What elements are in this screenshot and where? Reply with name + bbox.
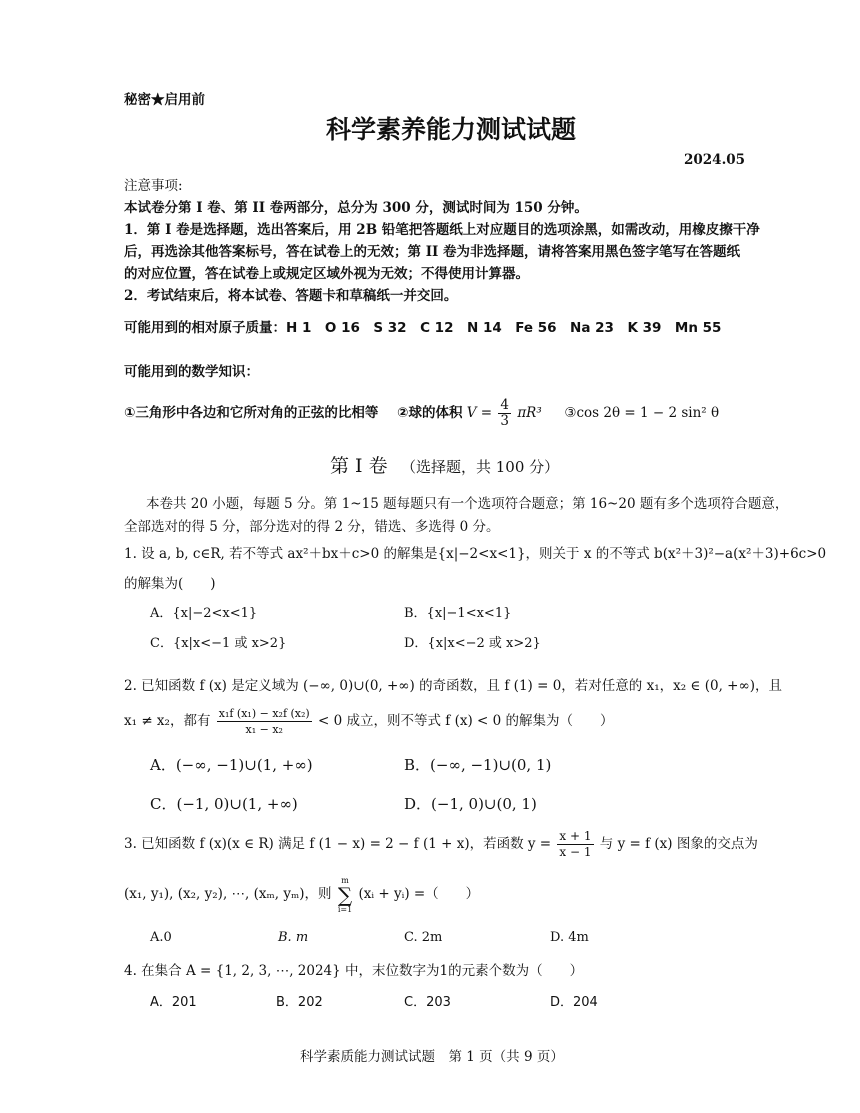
fraction-numerator: x + 1 — [559, 829, 592, 843]
question-3-stem-line-2 — [124, 874, 479, 914]
fraction-denominator: x₁ − x₂ — [245, 723, 283, 736]
question-1-option-d: D．{x|x<−2 或 x>2} — [404, 636, 541, 651]
sigma-sign: ∑ — [337, 882, 353, 907]
page-footer: 科学素质能力测试试题 第 1 页（共 9 页） — [300, 1049, 564, 1065]
question-3-fraction — [557, 829, 593, 860]
question-2-option-d: D．(−1, 0)∪(0, 1) — [404, 795, 537, 813]
exam-date: 2024.05 — [684, 152, 746, 168]
section-title-main: 第 I 卷 — [330, 455, 388, 477]
notice-line-1: 本试卷分第 I 卷、第 II 卷两部分，总分为 300 分，测试时间为 150 分钟。 — [124, 200, 588, 216]
question-4-option-c: C．203 — [404, 995, 451, 1010]
question-2-stem-prefix: x₁ ≠ x₂，都有 — [124, 713, 211, 729]
notice-line-5: 2．考试结束后，将本试卷、答题卡和草稿纸一并交回。 — [124, 288, 458, 304]
question-1-stem-line-2: 的解集为( ) — [124, 576, 216, 592]
math-item-2-rhs: πR³ — [517, 405, 542, 421]
math-knowledge-line — [124, 396, 719, 430]
math-item-3: ③cos 2θ = 1 − 2 sin² θ — [564, 405, 720, 421]
notice-line-4: 的对应位置，答在试卷上或规定区域外视为无效；不得使用计算器。 — [124, 266, 529, 282]
fraction-denominator: x − 1 — [559, 845, 592, 859]
math-knowledge-heading: 可能用到的数学知识： — [124, 364, 259, 380]
question-2-option-c: C．(−1, 0)∪(1, +∞) — [150, 795, 298, 813]
question-2-stem-line-2 — [124, 704, 614, 738]
question-3-option-c: C. 2m — [404, 930, 443, 945]
question-3-option-a: A.0 — [150, 930, 172, 945]
atomic-mass-line: 可能用到的相对原子质量：H 1 O 16 S 32 C 12 N 14 Fe 56 Na 23 K 39 Mn 55 — [124, 320, 722, 336]
question-3-stem-suffix-2: (xᵢ + yᵢ) =（ ） — [358, 886, 480, 902]
notice-line-3: 后，再选涂其他答案标号，答在试卷上的无效；第 II 卷为非选择题，请将答案用黑色签字笔写在答题纸 — [124, 244, 741, 260]
sigma-upper-limit: m — [341, 875, 349, 885]
section-title-sub: （选择题，共 100 分） — [401, 458, 560, 476]
fraction-denominator: 3 — [500, 413, 510, 429]
question-3-points: (x₁, y₁), (x₂, y₂), ⋯, (xₘ, yₘ)，则 — [124, 886, 332, 902]
question-3-stem-prefix: 3. 已知函数 f (x)(x ∈ R) 满足 f (1 − x) = 2 − f (1 + x)，若函数 y = — [124, 836, 552, 852]
question-1-option-b: B．{x|−1<x<1} — [404, 606, 512, 621]
page-title: 科学素养能力测试试题 — [326, 115, 577, 144]
question-3-stem-suffix: 与 y = f (x) 图象的交点为 — [599, 836, 758, 852]
question-4-stem: 4. 在集合 A = {1, 2, 3, ⋯, 2024} 中，末位数字为1的元素个数为（ ） — [124, 963, 584, 979]
secret-label: 秘密★启用前 — [124, 92, 205, 108]
section-instruction-2: 全部选对的得 5 分，部分选对的得 2 分，错选、多选得 0 分。 — [124, 519, 500, 535]
notice-line-2: 1．第 I 卷是选择题，选出答案后，用 2B 铅笔把答题纸上对应题目的选项涂黑，如需改动，用橡皮擦干净 — [124, 222, 760, 238]
question-1-stem-line-1: 1. 设 a, b, c∈R, 若不等式 ax²＋bx＋c>0 的解集是{x|−2<x<1}，则关于 x 的不等式 b(x²＋3)²−a(x²＋3)+6c>0 — [124, 546, 827, 562]
fraction-numerator: 4 — [500, 397, 510, 413]
math-item-1: ①三角形中各边和它所对角的正弦的比相等 — [124, 405, 379, 421]
section-title — [330, 451, 559, 478]
summation-symbol — [338, 876, 352, 914]
question-2-stem-line-1: 2. 已知函数 f (x) 是定义域为 (−∞, 0)∪(0, +∞) 的奇函数，且 f (1) = 0，若对任意的 x₁，x₂ ∈ (0, +∞)，且 — [124, 678, 782, 694]
question-4-option-a: A．201 — [150, 995, 197, 1010]
question-3-option-b: B. m — [278, 930, 309, 945]
question-3-option-d: D. 4m — [550, 930, 589, 945]
question-4-option-b: B．202 — [276, 995, 323, 1010]
question-3-stem-line-1 — [124, 826, 758, 862]
question-1-option-c: C．{x|x<−1 或 x>2} — [150, 636, 287, 651]
notice-heading: 注意事项: — [124, 178, 183, 194]
math-item-2-prefix: ②球的体积 — [397, 405, 463, 421]
fraction-numerator: x₁f (x₁) − x₂f (x₂) — [218, 707, 310, 720]
sigma-lower-limit: i=1 — [337, 904, 353, 914]
math-item-2-lhs: V = — [466, 405, 493, 421]
question-1-option-a: A．{x|−2<x<1} — [150, 606, 258, 621]
question-2-fraction — [217, 706, 312, 737]
question-2-option-b: B．(−∞, −1)∪(0, 1) — [404, 756, 552, 774]
sphere-volume-fraction — [498, 398, 511, 429]
section-instruction-1: 本卷共 20 小题，每题 5 分。第 1~15 题每题只有一个选项符合题意；第 16~20 题有多个选项符合题意， — [146, 496, 789, 512]
question-2-stem-suffix: < 0 成立，则不等式 f (x) < 0 的解集为（ ） — [318, 713, 614, 729]
question-2-option-a: A．(−∞, −1)∪(1, +∞) — [150, 756, 313, 774]
question-4-option-d: D．204 — [550, 995, 598, 1010]
